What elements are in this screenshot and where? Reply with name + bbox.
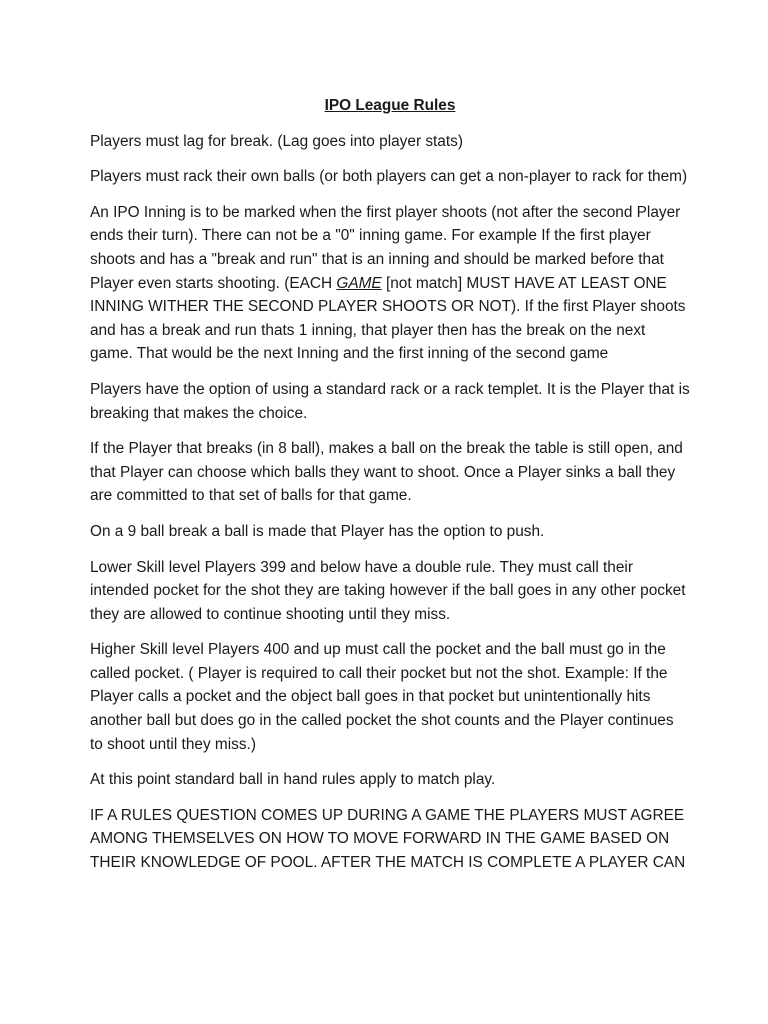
rule-lower-skill-level: Lower Skill level Players 399 and below have a double rule. They must call their intended pocket for the shot they are taking however if the ball goes in any other pocket they are allowed to continue shooting until they miss. bbox=[90, 558, 686, 623]
rule-ipo-inning bbox=[90, 201, 690, 366]
rule-rules-question: IF A RULES QUESTION COMES UP DURING A GAME THE PLAYERS MUST AGREE AMONG THEMSELVES ON HOW TO MOVE FORWARD IN THE GAME BASED ON THEIR KNOWLEDGE OF POOL. AFTER THE MATCH IS COMPLETE A PLAYER CAN bbox=[90, 806, 686, 872]
rule-rack-own-balls: Players must rack their own balls (or both players can get a non-player to rack for them) bbox=[90, 168, 688, 186]
rule-rack-option: Players have the option of using a standard rack or a rack templet. It is the Player that is breaking that makes the choice. bbox=[90, 380, 690, 422]
rule-lag-for-break: Players must lag for break. (Lag goes into player stats) bbox=[90, 132, 463, 150]
rule-9-ball-break: On a 9 ball break a ball is made that Player has the option to push. bbox=[90, 522, 545, 540]
rule-ipo-inning-emphasis: GAME bbox=[336, 274, 382, 292]
rule-ipo-inning-text-before: An IPO Inning is to be marked when the first player shoots (not after the second Player ends their turn). There can not be a "0" inning game. For example If the first player shoots and has a "break and run" that is an inning and should be marked before that Player even starts shooting. (EACH bbox=[90, 203, 681, 292]
document-body bbox=[90, 94, 690, 887]
rule-8-ball-break: If the Player that breaks (in 8 ball), makes a ball on the break the table is still open, and that Player can choose which balls they want to shoot. Once a Player sinks a ball they are committed to that set of balls for that game. bbox=[90, 440, 683, 505]
rule-ball-in-hand: At this point standard ball in hand rules apply to match play. bbox=[90, 771, 496, 789]
document-title: IPO League Rules bbox=[324, 97, 456, 114]
rule-higher-skill-level: Higher Skill level Players 400 and up must call the pocket and the ball must go in the called pocket. ( Player is required to call their pocket but not the shot. Example: If the Player calls a pocket and the object ball goes in that pocket but unintentionally hits another ball but does go in the called pocket the shot counts and the Player continues to shoot until they miss.) bbox=[90, 641, 674, 753]
rule-ipo-inning-text-after: [not match] MUST HAVE AT LEAST ONE INNING WITHER THE SECOND PLAYER SHOOTS OR NOT). If the first Player shoots and has a break and run thats 1 inning, that player then has the break on the next game. That would be the next Inning and the first inning of the second game bbox=[90, 274, 686, 363]
